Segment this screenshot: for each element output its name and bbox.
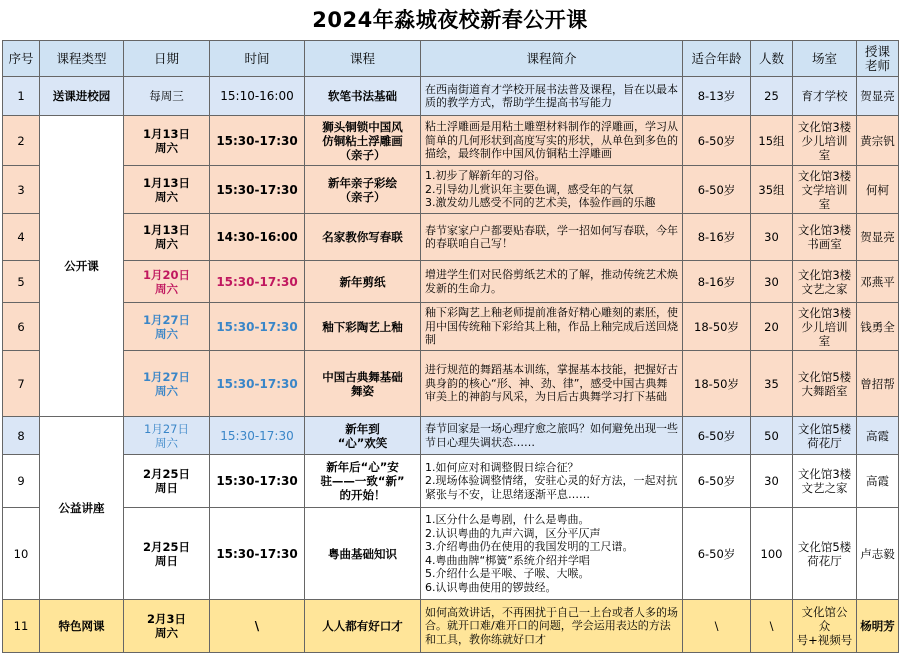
row-course: 新年剪纸 <box>305 261 421 303</box>
header-teacher: 授课老师 <box>857 41 899 77</box>
row-room: 文化馆公众 号+视频号 <box>793 600 857 653</box>
row-time: 15:30-17:30 <box>210 116 305 166</box>
header-type: 课程类型 <box>40 41 124 77</box>
row-time: 15:30-17:30 <box>210 455 305 508</box>
table-row <box>3 455 899 508</box>
row-room: 文化馆5楼 荷花厅 <box>793 417 857 455</box>
row-count: 20 <box>751 303 793 351</box>
row-date: 1月13日 周六 <box>124 116 210 166</box>
row-teacher: 曾招帮 <box>857 351 899 417</box>
table-row <box>3 303 899 351</box>
row-count: 30 <box>751 214 793 261</box>
row-brief: 在西南街道育才学校开展书法普及课程，旨在以最本质的教学方式，帮助学生提高书写能力 <box>421 77 683 116</box>
header-course: 课程 <box>305 41 421 77</box>
row-time: 15:30-17:30 <box>210 508 305 600</box>
row-time: 15:30-17:30 <box>210 351 305 417</box>
row-teacher: 黄宗钒 <box>857 116 899 166</box>
row-room: 文化馆3楼 文艺之家 <box>793 261 857 303</box>
row-count: 25 <box>751 77 793 116</box>
row-no: 9 <box>3 455 40 508</box>
row-course: 中国古典舞基础 舞姿 <box>305 351 421 417</box>
row-time: \ <box>210 600 305 653</box>
row-room: 育才学校 <box>793 77 857 116</box>
table-row <box>3 351 899 417</box>
row-date: 2月3日 周六 <box>124 600 210 653</box>
row-room: 文化馆3楼 文学培训室 <box>793 166 857 214</box>
row-course: 新年亲子彩绘 （亲子） <box>305 166 421 214</box>
row-brief: 春节家家户户都要贴春联，学一招如何写春联，今年的春联咱自己写！ <box>421 214 683 261</box>
row-age: 6-50岁 <box>683 116 751 166</box>
row-time: 15:30-17:30 <box>210 261 305 303</box>
page-title: 2024年淼城夜校新春公开课 <box>312 8 588 32</box>
row-age: 18-50岁 <box>683 303 751 351</box>
table-row <box>3 417 899 455</box>
row-no: 11 <box>3 600 40 653</box>
row-time: 15:30-17:30 <box>210 303 305 351</box>
row-room: 文化馆3楼 书画室 <box>793 214 857 261</box>
row-room: 文化馆3楼 少儿培训室 <box>793 303 857 351</box>
row-teacher: 贺显亮 <box>857 214 899 261</box>
row-count: 30 <box>751 455 793 508</box>
row-room: 文化馆5楼 大舞蹈室 <box>793 351 857 417</box>
row-age: 8-13岁 <box>683 77 751 116</box>
row-course: 釉下彩陶艺上釉 <box>305 303 421 351</box>
row-no: 6 <box>3 303 40 351</box>
table-row <box>3 600 899 653</box>
row-date: 1月27日 周六 <box>124 303 210 351</box>
row-brief: 粘土浮雕画是用粘土雕塑材料制作的浮雕画，学习从简单的几何形状到高度写实的形状，从单色到多色的描绘，最终制作中国风仿铜粘土浮雕画 <box>421 116 683 166</box>
header-count: 人数 <box>751 41 793 77</box>
row-date: 2月25日 周日 <box>124 508 210 600</box>
row-count: 15组 <box>751 116 793 166</box>
row-type: 公开课 <box>40 116 124 417</box>
row-course: 狮头铜锁中国风 仿铜粘土浮雕画 （亲子） <box>305 116 421 166</box>
row-teacher: 何柯 <box>857 166 899 214</box>
row-teacher: 贺显亮 <box>857 77 899 116</box>
row-teacher: 钱勇全 <box>857 303 899 351</box>
row-room: 文化馆3楼 文艺之家 <box>793 455 857 508</box>
row-course: 新年到 “心”欢笑 <box>305 417 421 455</box>
table-row <box>3 214 899 261</box>
header-room: 场室 <box>793 41 857 77</box>
row-time: 15:10-16:00 <box>210 77 305 116</box>
row-age: 18-50岁 <box>683 351 751 417</box>
row-count: 100 <box>751 508 793 600</box>
row-age: 6-50岁 <box>683 417 751 455</box>
row-date: 每周三 <box>124 77 210 116</box>
row-time: 15:30-17:30 <box>210 417 305 455</box>
row-brief: 春节回家是一场心理疗愈之旅吗？如何避免出现一些节日心理失调状态…… <box>421 417 683 455</box>
row-count: 35组 <box>751 166 793 214</box>
row-teacher: 高霞 <box>857 417 899 455</box>
row-brief: 1.初步了解新年的习俗。 2.引导幼儿赏识年主要色调，感受年的气氛 3.激发幼儿感受不同的艺术美，体验作画的乐趣 <box>421 166 683 214</box>
row-no: 8 <box>3 417 40 455</box>
row-no: 3 <box>3 166 40 214</box>
row-brief: 如何高效讲话，不再困扰于自己一上台或者人多的场合。就开口难/难开口的问题，学会运用表达的方法和工具，教你练就好口才 <box>421 600 683 653</box>
row-count: \ <box>751 600 793 653</box>
row-brief: 1.如何应对和调整假日综合征？ 2.现场体验调整情绪，安驻心灵的好方法，一起对抗紧张与不安，让思绪逐渐平息…… <box>421 455 683 508</box>
row-teacher: 邓燕平 <box>857 261 899 303</box>
row-time: 14:30-16:00 <box>210 214 305 261</box>
table-row <box>3 508 899 600</box>
row-course: 新年后“心”安 驻——一致“新” 的开始！ <box>305 455 421 508</box>
header-row <box>3 41 899 77</box>
row-course: 软笔书法基础 <box>305 77 421 116</box>
schedule-table <box>2 40 899 653</box>
row-brief: 进行规范的舞蹈基本训练，掌握基本技能，把握好古典身韵的核心“形、神、劲、律”，感受中国古典舞审美上的神韵与风采，为日后古典舞学习打下基础 <box>421 351 683 417</box>
row-time: 15:30-17:30 <box>210 166 305 214</box>
row-type: 公益讲座 <box>40 417 124 600</box>
row-date: 1月27日 周六 <box>124 351 210 417</box>
row-teacher: 高霞 <box>857 455 899 508</box>
row-course: 人人都有好口才 <box>305 600 421 653</box>
row-age: 8-16岁 <box>683 214 751 261</box>
header-no: 序号 <box>3 41 40 77</box>
row-date: 2月25日 周日 <box>124 455 210 508</box>
row-teacher: 杨明芳 <box>857 600 899 653</box>
row-date: 1月20日 周六 <box>124 261 210 303</box>
row-age: \ <box>683 600 751 653</box>
header-age: 适合年龄 <box>683 41 751 77</box>
header-brief: 课程简介 <box>421 41 683 77</box>
row-age: 6-50岁 <box>683 166 751 214</box>
row-no: 2 <box>3 116 40 166</box>
row-count: 35 <box>751 351 793 417</box>
row-no: 7 <box>3 351 40 417</box>
row-no: 5 <box>3 261 40 303</box>
row-age: 6-50岁 <box>683 455 751 508</box>
row-no: 10 <box>3 508 40 600</box>
table-row <box>3 166 899 214</box>
row-date: 1月13日 周六 <box>124 214 210 261</box>
row-type: 特色网课 <box>40 600 124 653</box>
row-age: 8-16岁 <box>683 261 751 303</box>
row-no: 1 <box>3 77 40 116</box>
table-row <box>3 116 899 166</box>
row-date: 1月27日 周六 <box>124 417 210 455</box>
row-room: 文化馆5楼 荷花厅 <box>793 508 857 600</box>
table-row <box>3 77 899 116</box>
row-brief: 增进学生们对民俗剪纸艺术的了解，推动传统艺术焕发新的生命力。 <box>421 261 683 303</box>
row-type: 送课进校园 <box>40 77 124 116</box>
row-brief: 1.区分什么是粤剧，什么是粤曲。 2.认识粤曲的九声六调，区分平仄声 3.介绍粤曲仍在使用的我国发明的工尺谱。 4.粤曲曲牌“梆簧”系统介绍并学唱 5.介绍什么是平喉、子喉、大喉。 6.认识粤曲使用的锣鼓经。 <box>421 508 683 600</box>
header-time: 时间 <box>210 41 305 77</box>
row-date: 1月13日 周六 <box>124 166 210 214</box>
row-count: 50 <box>751 417 793 455</box>
row-course: 名家教你写春联 <box>305 214 421 261</box>
row-no: 4 <box>3 214 40 261</box>
row-course: 粤曲基础知识 <box>305 508 421 600</box>
header-date: 日期 <box>124 41 210 77</box>
row-room: 文化馆3楼 少儿培训室 <box>793 116 857 166</box>
row-count: 30 <box>751 261 793 303</box>
row-teacher: 卢志毅 <box>857 508 899 600</box>
row-brief: 釉下彩陶艺上釉老师提前准备好精心雕刻的素胚，使用中国传统釉下彩给其上釉，作品上釉完成后送回烧制 <box>421 303 683 351</box>
row-age: 6-50岁 <box>683 508 751 600</box>
table-row <box>3 261 899 303</box>
